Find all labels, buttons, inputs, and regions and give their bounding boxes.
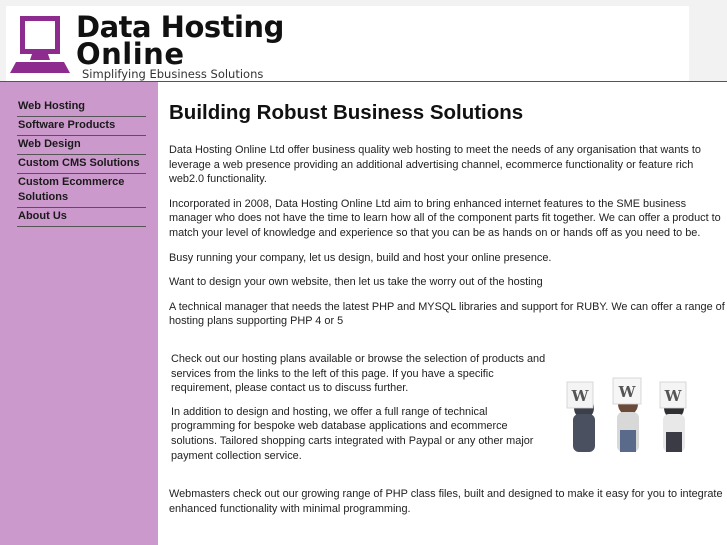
webmasters-paragraph: Webmasters check out our growing range of PHP class files, built and designed to make it easy for you to integrate enhanced functionality with minimal programming.: [169, 488, 723, 515]
site-header: [0, 0, 727, 82]
nav-link-software-products[interactable]: Software Products: [18, 119, 116, 131]
design-paragraph: Want to design your own website, then let us take the worry out of the hosting: [169, 276, 543, 289]
sign-letter-3: W: [664, 387, 682, 405]
sidebar: [0, 82, 158, 545]
person-middle: [613, 378, 641, 452]
nav-link-custom-ecommerce[interactable]: Custom Ecommerce Solutions: [18, 176, 125, 203]
nav-link-web-hosting[interactable]: Web Hosting: [18, 100, 86, 112]
company-paragraph: Incorporated in 2008, Data Hosting Online Ltd aim to bring enhanced internet features to the SME business manager who does not have the time to learn how all of the component parts fit together. We can offer a product to match your level of knowledge and experience so that you can be as hands on or hands off as you need to be.: [169, 197, 721, 239]
sign-letter-2: W: [618, 383, 636, 401]
programming-paragraph: In addition to design and hosting, we offer a full range of technical programming for bespoke web database applications and ecommerce solutions. Tailored shopping carts integrated with Paypal or any other major payment collection service.: [171, 405, 534, 462]
sidebar-nav: [17, 98, 146, 227]
person-left: [567, 382, 595, 452]
sign-letter-1: W: [571, 387, 589, 405]
nav-link-about-us[interactable]: About Us: [18, 210, 67, 222]
webmasters-block: [169, 487, 725, 526]
promo-block: [171, 352, 551, 472]
sidebar-item-web-design: [17, 136, 146, 155]
person-right: [660, 382, 686, 452]
sidebar-item-software-products: [17, 117, 146, 136]
logo-title-line2[interactable]: Online: [76, 37, 185, 71]
sidebar-item-about-us: [17, 208, 146, 227]
intro-paragraph: Data Hosting Online Ltd offer business quality web hosting to meet the needs of any organisation that wants to leverage a web presence providing an additional advertising channel, ecommerce functionality or feature rich web2.0 functionality.: [169, 144, 701, 186]
page-title: Building Robust Business Solutions: [169, 101, 524, 124]
technical-paragraph: A technical manager that needs the latest PHP and MYSQL libraries and support for RUBY. We can offer a range of hosting plans supporting PHP 4 or 5: [169, 300, 725, 328]
header-banner: [6, 6, 689, 81]
logo-title-line1[interactable]: Data Hosting: [76, 10, 284, 44]
nav-link-custom-cms[interactable]: Custom CMS Solutions: [18, 157, 140, 169]
computer-monitor-icon[interactable]: [10, 10, 70, 74]
www-people-photo: [558, 374, 704, 452]
sidebar-item-custom-cms: [17, 155, 146, 174]
nav-link-web-design[interactable]: Web Design: [18, 138, 81, 150]
hosting-plans-paragraph: Check out our hosting plans available or browse the selection of products and services from the links to the left of this page. If you have a specific requirement, please contact us to discuss further.: [171, 353, 546, 395]
logo-tagline: Simplifying Ebusiness Solutions: [82, 67, 264, 81]
sidebar-item-custom-ecommerce: [17, 174, 146, 208]
sidebar-item-web-hosting: [17, 98, 146, 117]
main-content: [169, 100, 725, 339]
busy-paragraph: Busy running your company, let us design, build and host your online presence.: [169, 251, 552, 264]
